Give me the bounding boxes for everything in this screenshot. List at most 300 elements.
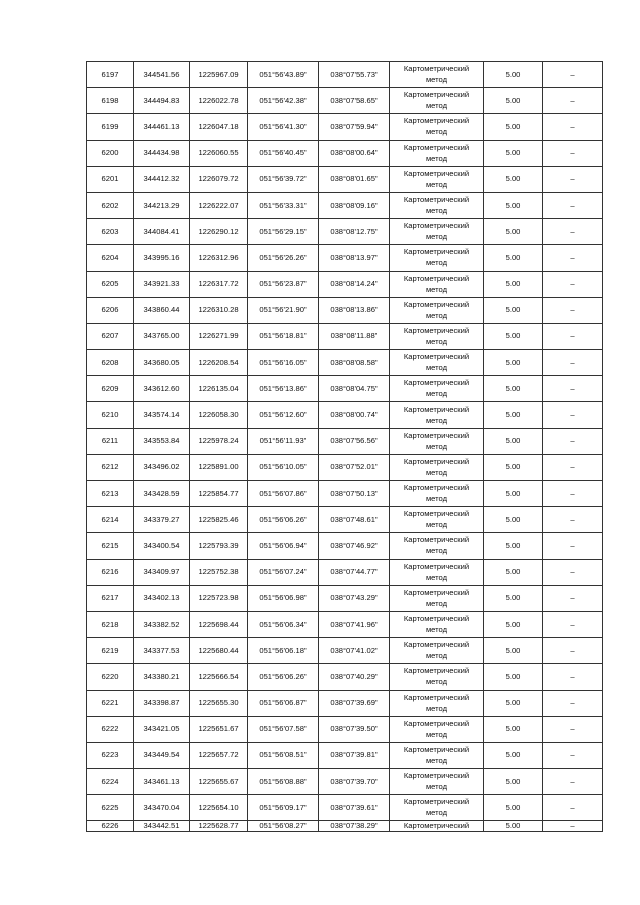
accuracy-cell: 5.00 [484,402,543,428]
y-coordinate-cell: 1226079.72 [190,166,248,192]
note-cell: – [543,88,603,114]
latitude-cell: 051°56'29.15" [248,219,319,245]
method-cell [390,638,484,664]
method-cell [390,481,484,507]
note-cell: – [543,533,603,559]
note-cell: – [543,428,603,454]
latitude-cell: 051°56'07.58" [248,716,319,742]
note-cell: – [543,769,603,795]
x-coordinate-cell: 343400.54 [134,533,190,559]
latitude-cell: 051°56'21.90" [248,297,319,323]
table-row [87,271,603,297]
accuracy-cell: 5.00 [484,690,543,716]
method-label-line1: Картометрический [403,116,470,126]
x-coordinate-cell: 344461.13 [134,114,190,140]
point-number-cell: 6199 [87,114,134,140]
point-number-cell: 6217 [87,585,134,611]
latitude-cell: 051°56'42.38" [248,88,319,114]
accuracy-cell: 5.00 [484,297,543,323]
y-coordinate-cell: 1225723.98 [190,585,248,611]
x-coordinate-cell: 343765.00 [134,323,190,349]
point-number-cell: 6207 [87,323,134,349]
x-coordinate-cell: 343496.02 [134,454,190,480]
method-label-line1: Картометрический [403,90,470,100]
method-cell [390,219,484,245]
longitude-cell: 038°07'56.56" [319,428,390,454]
method-cell [390,166,484,192]
table-row [87,611,603,637]
x-coordinate-cell: 343574.14 [134,402,190,428]
latitude-cell: 051°56'08.51" [248,742,319,768]
longitude-cell: 038°07'39.81" [319,742,390,768]
table-row [87,533,603,559]
table-row [87,585,603,611]
accuracy-cell: 5.00 [484,742,543,768]
y-coordinate-cell: 1225655.67 [190,769,248,795]
accuracy-cell: 5.00 [484,166,543,192]
point-number-cell: 6206 [87,297,134,323]
method-label-line2: метод [425,808,448,818]
table-row [87,245,603,271]
x-coordinate-cell: 344213.29 [134,192,190,218]
method-label-line2: метод [425,179,448,189]
longitude-cell: 038°07'39.61" [319,795,390,821]
method-cell [390,559,484,585]
latitude-cell: 051°56'06.18" [248,638,319,664]
table-body [87,62,603,832]
latitude-cell: 051°56'06.34" [248,611,319,637]
latitude-cell: 051°56'06.87" [248,690,319,716]
latitude-cell: 051°56'39.72" [248,166,319,192]
method-label-line2: метод [425,467,448,477]
latitude-cell: 051°56'40.45" [248,140,319,166]
note-cell: – [543,297,603,323]
y-coordinate-cell: 1226317.72 [190,271,248,297]
method-cell [390,795,484,821]
latitude-cell: 051°56'07.24" [248,559,319,585]
x-coordinate-cell: 343382.52 [134,611,190,637]
table-row [87,62,603,88]
accuracy-cell: 5.00 [484,507,543,533]
note-cell: – [543,350,603,376]
method-cell [390,350,484,376]
method-label-line1: Картометрический [403,692,470,702]
y-coordinate-cell: 1225628.77 [190,821,248,832]
table-row [87,559,603,585]
longitude-cell: 038°07'59.94" [319,114,390,140]
accuracy-cell: 5.00 [484,769,543,795]
point-number-cell: 6213 [87,481,134,507]
latitude-cell: 051°56'12.60" [248,402,319,428]
x-coordinate-cell: 343428.59 [134,481,190,507]
longitude-cell: 038°07'46.92" [319,533,390,559]
longitude-cell: 038°08'00.64" [319,140,390,166]
longitude-cell: 038°07'40.29" [319,664,390,690]
x-coordinate-cell: 343398.87 [134,690,190,716]
method-label-line2: метод [425,206,448,216]
point-number-cell: 6203 [87,219,134,245]
longitude-cell: 038°08'00.74" [319,402,390,428]
method-label-line1: Картометрический [403,456,470,466]
x-coordinate-cell: 343377.53 [134,638,190,664]
table-row [87,114,603,140]
latitude-cell: 051°56'11.93" [248,428,319,454]
longitude-cell: 038°08'04.75" [319,376,390,402]
note-cell: – [543,271,603,297]
method-cell [390,192,484,218]
longitude-cell: 038°07'55.73" [319,62,390,88]
method-label-line1: Картометрический [403,561,470,571]
table-row [87,769,603,795]
method-label-line1: Картометрический [403,352,470,362]
method-cell [390,664,484,690]
latitude-cell: 051°56'18.81" [248,323,319,349]
point-number-cell: 6219 [87,638,134,664]
point-number-cell: 6208 [87,350,134,376]
point-number-cell: 6216 [87,559,134,585]
note-cell: – [543,585,603,611]
point-number-cell: 6225 [87,795,134,821]
point-number-cell: 6200 [87,140,134,166]
longitude-cell: 038°07'41.02" [319,638,390,664]
y-coordinate-cell: 1225854.77 [190,481,248,507]
method-cell [390,323,484,349]
longitude-cell: 038°07'41.96" [319,611,390,637]
latitude-cell: 051°56'16.05" [248,350,319,376]
method-cell [390,140,484,166]
longitude-cell: 038°07'50.13" [319,481,390,507]
latitude-cell: 051°56'26.26" [248,245,319,271]
table-row [87,88,603,114]
point-number-cell: 6223 [87,742,134,768]
method-label-line1: Картометрический [403,744,470,754]
latitude-cell: 051°56'06.26" [248,664,319,690]
method-label-line1: Картометрический [403,509,470,519]
table-row [87,454,603,480]
table-row [87,428,603,454]
longitude-cell: 038°08'13.97" [319,245,390,271]
accuracy-cell: 5.00 [484,611,543,637]
method-label-line2: метод [425,625,448,635]
latitude-cell: 051°56'06.98" [248,585,319,611]
accuracy-cell: 5.00 [484,245,543,271]
y-coordinate-cell: 1226271.99 [190,323,248,349]
table-row [87,716,603,742]
longitude-cell: 038°07'58.65" [319,88,390,114]
point-number-cell: 6222 [87,716,134,742]
latitude-cell: 051°56'41.30" [248,114,319,140]
method-label-line2: метод [425,101,448,111]
accuracy-cell: 5.00 [484,140,543,166]
x-coordinate-cell: 344084.41 [134,219,190,245]
method-label-line2: метод [425,598,448,608]
method-cell [390,245,484,271]
x-coordinate-cell: 343612.60 [134,376,190,402]
accuracy-cell: 5.00 [484,114,543,140]
table-row [87,690,603,716]
x-coordinate-cell: 344494.83 [134,88,190,114]
y-coordinate-cell: 1225651.67 [190,716,248,742]
accuracy-cell: 5.00 [484,638,543,664]
method-cell [390,716,484,742]
method-label-line1: Картометрический [403,168,470,178]
method-label-line2: метод [425,232,448,242]
method-label-line2: метод [425,651,448,661]
point-number-cell: 6220 [87,664,134,690]
method-label-line1: Картометрический [403,221,470,231]
table-row [87,350,603,376]
table-row [87,192,603,218]
note-cell: – [543,376,603,402]
accuracy-cell: 5.00 [484,219,543,245]
method-label-line1: Картометрический [403,378,470,388]
point-number-cell: 6204 [87,245,134,271]
y-coordinate-cell: 1226058.30 [190,402,248,428]
note-cell: – [543,114,603,140]
x-coordinate-cell: 344434.98 [134,140,190,166]
longitude-cell: 038°07'43.29" [319,585,390,611]
latitude-cell: 051°56'08.88" [248,769,319,795]
method-label-line1: Картометрический [403,273,470,283]
method-label-line2: метод [425,520,448,530]
method-label-line2: метод [425,546,448,556]
accuracy-cell: 5.00 [484,716,543,742]
method-label-line2: метод [425,703,448,713]
method-label-line2: метод [425,363,448,373]
method-label-line2: метод [425,755,448,765]
x-coordinate-cell: 343442.51 [134,821,190,832]
table-row [87,297,603,323]
y-coordinate-cell: 1226047.18 [190,114,248,140]
method-label-line1: Картометрический [403,430,470,440]
method-label-line2: метод [425,310,448,320]
x-coordinate-cell: 343553.84 [134,428,190,454]
note-cell: – [543,454,603,480]
table-row [87,742,603,768]
note-cell: – [543,166,603,192]
method-cell [390,769,484,795]
method-cell [390,114,484,140]
longitude-cell: 038°07'52.01" [319,454,390,480]
method-label-line1: Картометрический [403,195,470,205]
longitude-cell: 038°08'01.65" [319,166,390,192]
accuracy-cell: 5.00 [484,585,543,611]
method-label-line1: Картометрический [403,640,470,650]
note-cell: – [543,716,603,742]
note-cell: – [543,507,603,533]
note-cell: – [543,481,603,507]
method-cell [390,62,484,88]
accuracy-cell: 5.00 [484,271,543,297]
method-label-line2: метод [425,258,448,268]
point-number-cell: 6211 [87,428,134,454]
note-cell: – [543,245,603,271]
method-label-line1: Картометрический [403,718,470,728]
accuracy-cell: 5.00 [484,323,543,349]
latitude-cell: 051°56'09.17" [248,795,319,821]
y-coordinate-cell: 1225752.38 [190,559,248,585]
longitude-cell: 038°08'08.58" [319,350,390,376]
method-label-line2: метод [425,677,448,687]
table-row [87,166,603,192]
accuracy-cell: 5.00 [484,350,543,376]
method-label-line1: Картометрический [403,666,470,676]
point-number-cell: 6226 [87,821,134,832]
y-coordinate-cell: 1225967.09 [190,62,248,88]
note-cell: – [543,664,603,690]
note-cell: – [543,219,603,245]
x-coordinate-cell: 343402.13 [134,585,190,611]
method-label-line1: Картометрический [403,535,470,545]
method-cell [390,402,484,428]
accuracy-cell: 5.00 [484,428,543,454]
longitude-cell: 038°08'11.88" [319,323,390,349]
longitude-cell: 038°07'39.69" [319,690,390,716]
method-cell [390,297,484,323]
latitude-cell: 051°56'06.94" [248,533,319,559]
note-cell: – [543,795,603,821]
point-number-cell: 6212 [87,454,134,480]
method-label-line1: Картометрический [403,247,470,257]
method-cell [390,821,484,832]
x-coordinate-cell: 343680.05 [134,350,190,376]
y-coordinate-cell: 1226022.78 [190,88,248,114]
latitude-cell: 051°56'13.86" [248,376,319,402]
y-coordinate-cell: 1226208.54 [190,350,248,376]
method-label-line1: Картометрический [403,142,470,152]
y-coordinate-cell: 1226060.55 [190,140,248,166]
method-label-line2: метод [425,572,448,582]
y-coordinate-cell: 1225657.72 [190,742,248,768]
latitude-cell: 051°56'07.86" [248,481,319,507]
method-cell [390,428,484,454]
method-cell [390,507,484,533]
method-label-line1: Картометрический [403,325,470,335]
latitude-cell: 051°56'33.31" [248,192,319,218]
longitude-cell: 038°08'09.16" [319,192,390,218]
method-label-line1: Картометрический [403,404,470,414]
method-cell [390,88,484,114]
table-row [87,402,603,428]
accuracy-cell: 5.00 [484,62,543,88]
accuracy-cell: 5.00 [484,88,543,114]
method-label-line1: Картометрический [403,64,470,74]
point-number-cell: 6205 [87,271,134,297]
x-coordinate-cell: 343380.21 [134,664,190,690]
method-label-line1: Картометрический [403,614,470,624]
longitude-cell: 038°07'39.50" [319,716,390,742]
note-cell: – [543,192,603,218]
method-label-line1: Картометрический [403,821,470,831]
point-number-cell: 6201 [87,166,134,192]
method-cell [390,742,484,768]
x-coordinate-cell: 343470.04 [134,795,190,821]
method-label-line2: метод [425,75,448,85]
x-coordinate-cell: 343995.16 [134,245,190,271]
method-label-line1: Картометрический [403,771,470,781]
y-coordinate-cell: 1225698.44 [190,611,248,637]
method-cell [390,611,484,637]
point-number-cell: 6214 [87,507,134,533]
x-coordinate-cell: 343449.54 [134,742,190,768]
y-coordinate-cell: 1226135.04 [190,376,248,402]
x-coordinate-cell: 343461.13 [134,769,190,795]
point-number-cell: 6197 [87,62,134,88]
latitude-cell: 051°56'10.05" [248,454,319,480]
table-row [87,507,603,533]
x-coordinate-cell: 344541.56 [134,62,190,88]
accuracy-cell: 5.00 [484,481,543,507]
method-label-line2: метод [425,336,448,346]
method-label-line2: метод [425,494,448,504]
x-coordinate-cell: 343860.44 [134,297,190,323]
note-cell: – [543,611,603,637]
accuracy-cell: 5.00 [484,533,543,559]
note-cell: – [543,402,603,428]
x-coordinate-cell: 344412.32 [134,166,190,192]
method-label-line1: Картометрический [403,797,470,807]
x-coordinate-cell: 343409.97 [134,559,190,585]
longitude-cell: 038°08'12.75" [319,219,390,245]
y-coordinate-cell: 1225978.24 [190,428,248,454]
longitude-cell: 038°07'39.70" [319,769,390,795]
note-cell: – [543,62,603,88]
method-label-line2: метод [425,415,448,425]
method-cell [390,533,484,559]
point-number-cell: 6209 [87,376,134,402]
point-number-cell: 6198 [87,88,134,114]
accuracy-cell: 5.00 [484,376,543,402]
latitude-cell: 051°56'23.87" [248,271,319,297]
method-label-line2: метод [425,441,448,451]
longitude-cell: 038°07'38.29" [319,821,390,832]
x-coordinate-cell: 343921.33 [134,271,190,297]
note-cell: – [543,690,603,716]
note-cell: – [543,140,603,166]
method-label-line2: метод [425,729,448,739]
accuracy-cell: 5.00 [484,454,543,480]
latitude-cell: 051°56'06.26" [248,507,319,533]
method-label-line2: метод [425,389,448,399]
point-number-cell: 6202 [87,192,134,218]
y-coordinate-cell: 1225666.54 [190,664,248,690]
coordinates-table [86,61,603,832]
longitude-cell: 038°08'14.24" [319,271,390,297]
y-coordinate-cell: 1225655.30 [190,690,248,716]
method-cell [390,585,484,611]
note-cell: – [543,559,603,585]
method-cell [390,454,484,480]
method-label-line1: Картометрический [403,483,470,493]
y-coordinate-cell: 1225680.44 [190,638,248,664]
point-number-cell: 6221 [87,690,134,716]
point-number-cell: 6215 [87,533,134,559]
method-label-line2: метод [425,284,448,294]
x-coordinate-cell: 343379.27 [134,507,190,533]
y-coordinate-cell: 1226290.12 [190,219,248,245]
longitude-cell: 038°08'13.86" [319,297,390,323]
table-row [87,481,603,507]
table-row [87,638,603,664]
y-coordinate-cell: 1225793.39 [190,533,248,559]
longitude-cell: 038°07'44.77" [319,559,390,585]
table-row [87,821,603,832]
y-coordinate-cell: 1226312.96 [190,245,248,271]
method-label-line2: метод [425,153,448,163]
table-row [87,376,603,402]
x-coordinate-cell: 343421.05 [134,716,190,742]
y-coordinate-cell: 1225654.10 [190,795,248,821]
